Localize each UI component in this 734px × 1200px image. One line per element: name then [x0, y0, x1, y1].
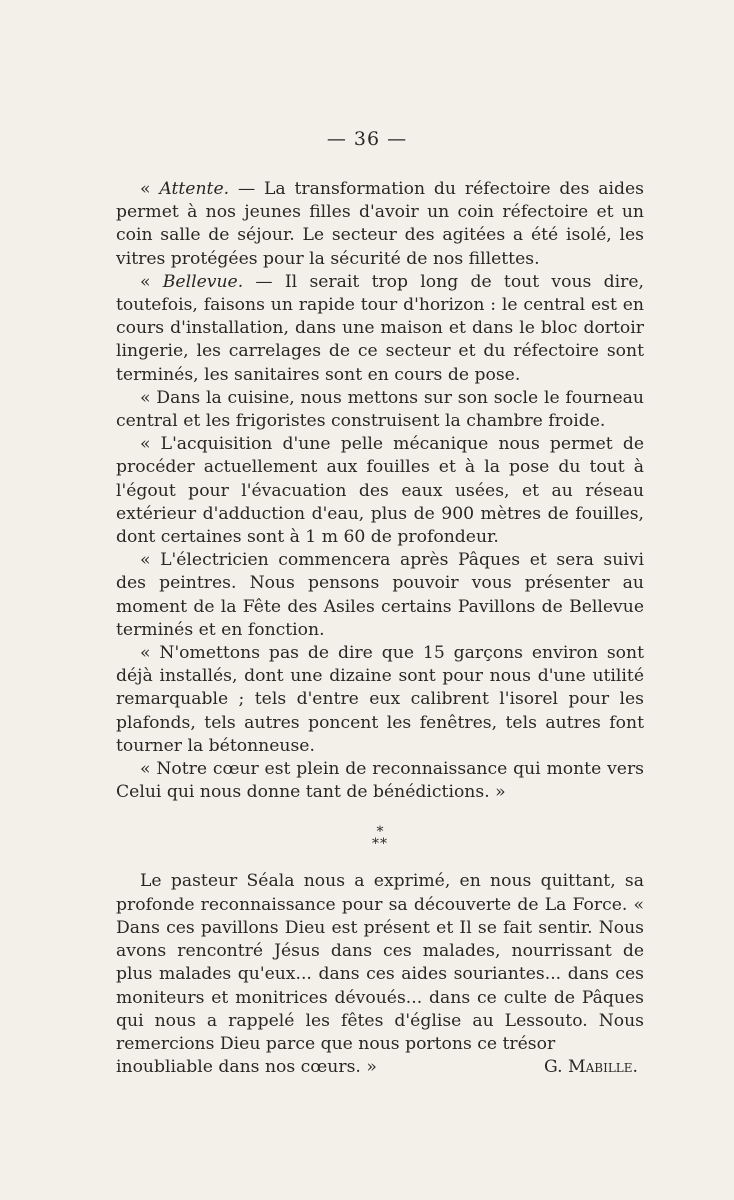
paragraph-closing [116, 870, 644, 1056]
paragraph-garcons: « N'omettons pas de dire que 15 garçons environ sont déjà installés, dont une dizaine sont pour nous d'une utilité remarquable ; tels d'entre eux calibrent l'isorel pour les plafonds, tels autres poncent les fenêtres, tels autres font tourner la bétonneuse. [116, 643, 644, 756]
paragraph-cuisine: « Dans la cuisine, nous mettons sur son socle le fourneau central et les frigoristes construisent la chambre froide. [116, 387, 644, 432]
asterism-top: * [376, 824, 384, 841]
paragraph-electricien: « L'électricien commencera après Pâques et sera suivi des peintres. Nous pensons pouvoir vous présenter au moment de la Fête des Asiles certains Pavillons de Bellevue terminés et en fonction. [116, 550, 644, 640]
section-heading-bellevue: Bellevue. [162, 271, 244, 292]
quote-mark: « [140, 179, 160, 199]
paragraph-bellevue [116, 271, 644, 387]
paragraph-text: — Il serait trop long de tout vous dire, toutefois, faisons un rapide tour d'horizon : le central est en cours d'installation, dans une maison et dans le bloc dortoir lingerie, les carrelages de ce secteur et du réfectoire sont terminés, les sanitaires sont en cours de pose. [116, 271, 644, 385]
body-text [116, 178, 644, 1079]
paragraph-pelle-mecanique: « L'acquisition d'une pelle mécanique nous permet de procéder actuellement aux fouilles et à la pose du tout à l'égout pour l'évacuation des eaux usées, et au réseau extérieur d'adduction d'eau, plus de 900 mètres de fouilles, dont certaines sont à 1 m 60 de profondeur. [116, 434, 644, 548]
closing-last-line [116, 1056, 644, 1079]
closing-last-text: inoubliable dans nos cœurs. » [116, 1057, 377, 1078]
signature: G. Mabille. [543, 1057, 638, 1078]
page-number: — 36 — [326, 128, 408, 150]
quote-mark: « [140, 271, 163, 292]
closing-text: Le pasteur Séala nous a exprimé, en nous quittant, sa profonde reconnaissance pour sa découverte de La Force. « Dans ces pavillons Dieu est présent et Il se fait sentir. Nous avons rencontré Jésus dans ces malades, nourrissant de plus malades qu'eux... dans ces aides souriantes... dans ces moniteurs et monitrices dévoués... dans ce culte de Pâques qui nous a rappelé les fêtes d'église au Lessouto. Nous remercions Dieu parce que nous portons ce trésor [116, 871, 644, 1054]
paragraph-reconnaissance: « Notre cœur est plein de reconnaissance qui monte vers Celui qui nous donne tant de bénédictions. » [116, 759, 644, 803]
paragraph-text: — La transformation du réfectoire des aides permet à nos jeunes filles d'avoir un coin réfectoire et un coin salle de séjour. Le secteur des agitées a été isolé, les vitres protégées pour la sécurité de nos fillettes. [116, 179, 644, 269]
paragraph-attente [116, 178, 644, 271]
asterism-separator [116, 824, 644, 853]
asterism-bottom: ** [372, 836, 388, 853]
section-heading-attente: Attente. [159, 179, 230, 199]
